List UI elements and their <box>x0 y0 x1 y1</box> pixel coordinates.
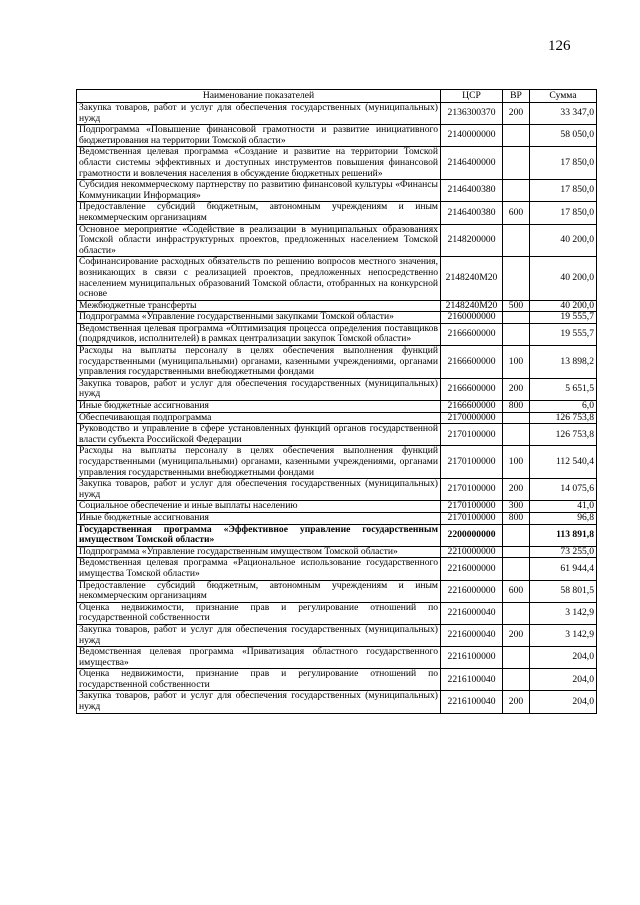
row-csr: 2170100000 <box>441 424 503 446</box>
table-header-row <box>77 90 597 103</box>
table-row <box>77 424 597 446</box>
row-name: Государственная программа «Эффективное управление государственным имуществом Томской области» <box>77 524 441 546</box>
table-row <box>77 446 597 479</box>
row-sum: 113 891,8 <box>530 524 597 546</box>
row-name: Оценка недвижимости, признание прав и регулирование отношений по государственной собственности <box>77 669 441 691</box>
row-name: Основное мероприятие «Содействие в реализации в муниципальных образованиях Томской области инфраструктурных проектов, предложенных населением Томской области» <box>77 224 441 257</box>
row-vr: 100 <box>503 446 530 479</box>
row-name: Ведомственная целевая программа «Создание и развитие на территории Томской области системы эффективных и доступных инструментов повышения финансовой грамотности и вовлечения населения в обсуждение бюджетных решений» <box>77 147 441 180</box>
row-csr: 2170100000 <box>441 512 503 524</box>
row-name: Расходы на выплаты персоналу в целях обеспечения выполнения функций государственными (муниципальными) органами, казенными учреждениями, органами управления государственными внебюджетными фондами <box>77 346 441 379</box>
row-csr: 2148240M20 <box>441 300 503 312</box>
row-csr: 2216000000 <box>441 580 503 602</box>
row-name: Предоставление субсидий бюджетным, автономным учреждениям и иным некоммерческим организациям <box>77 202 441 224</box>
row-vr <box>503 669 530 691</box>
header-sum: Сумма <box>530 90 597 103</box>
row-vr <box>503 312 530 324</box>
row-sum: 73 255,0 <box>530 546 597 558</box>
table-row <box>77 312 597 324</box>
row-csr: 2166600000 <box>441 346 503 379</box>
row-csr: 2166600000 <box>441 323 503 345</box>
row-sum: 6,0 <box>530 401 597 413</box>
row-name: Обеспечивающая подпрограмма <box>77 412 441 424</box>
row-sum: 204,0 <box>530 669 597 691</box>
table-row <box>77 412 597 424</box>
row-csr: 2216100000 <box>441 647 503 669</box>
table-row <box>77 524 597 546</box>
header-csr: ЦСР <box>441 90 503 103</box>
row-vr <box>503 546 530 558</box>
row-sum: 17 850,0 <box>530 202 597 224</box>
row-sum: 17 850,0 <box>530 147 597 180</box>
row-vr: 200 <box>503 479 530 501</box>
table-row <box>77 479 597 501</box>
row-name: Закупка товаров, работ и услуг для обеспечения государственных (муниципальных) нужд <box>77 479 441 501</box>
row-csr: 2216100040 <box>441 669 503 691</box>
row-sum: 58 050,0 <box>530 125 597 147</box>
row-vr <box>503 323 530 345</box>
table-row <box>77 691 597 713</box>
row-name: Иные бюджетные ассигнования <box>77 512 441 524</box>
row-sum: 112 540,4 <box>530 446 597 479</box>
row-sum: 17 850,0 <box>530 180 597 202</box>
row-name: Ведомственная целевая программа «Оптимизация процесса определения поставщиков (подрядчиков, исполнителей) в рамках централизации закупок Томской области» <box>77 323 441 345</box>
row-vr <box>503 180 530 202</box>
row-vr <box>503 647 530 669</box>
row-vr: 100 <box>503 346 530 379</box>
table-row <box>77 180 597 202</box>
row-vr: 200 <box>503 691 530 713</box>
row-vr <box>503 602 530 624</box>
row-csr: 2210000000 <box>441 546 503 558</box>
row-vr: 200 <box>503 378 530 400</box>
row-sum: 19 555,7 <box>530 323 597 345</box>
table-row <box>77 378 597 400</box>
row-sum: 40 200,0 <box>530 300 597 312</box>
row-name: Межбюджетные трансферты <box>77 300 441 312</box>
row-vr <box>503 125 530 147</box>
row-sum: 19 555,7 <box>530 312 597 324</box>
row-name: Иные бюджетные ассигнования <box>77 401 441 413</box>
row-vr: 600 <box>503 202 530 224</box>
row-sum: 40 200,0 <box>530 224 597 257</box>
row-csr: 2216000000 <box>441 558 503 580</box>
row-vr: 600 <box>503 580 530 602</box>
row-name: Предоставление субсидий бюджетным, автономным учреждениям и иным некоммерческим организациям <box>77 580 441 602</box>
row-csr: 2146400380 <box>441 202 503 224</box>
row-csr: 2216000040 <box>441 602 503 624</box>
table-row <box>77 125 597 147</box>
table-row <box>77 501 597 513</box>
row-name: Закупка товаров, работ и услуг для обеспечения государственных (муниципальных) нужд <box>77 103 441 125</box>
row-vr: 200 <box>503 624 530 646</box>
row-name: Софинансирование расходных обязательств по решению вопросов местного значения, возникающих в связи с реализацией проектов, предложенных непосредственно населением муниципальных образований Томской области, отобранных на конкурсной основе <box>77 257 441 300</box>
table-row <box>77 401 597 413</box>
table-row <box>77 300 597 312</box>
row-sum: 204,0 <box>530 691 597 713</box>
row-vr <box>503 224 530 257</box>
row-sum: 41,0 <box>530 501 597 513</box>
table-row <box>77 512 597 524</box>
row-vr <box>503 147 530 180</box>
row-sum: 96,8 <box>530 512 597 524</box>
row-csr: 2146400380 <box>441 180 503 202</box>
row-csr: 2148240M20 <box>441 257 503 300</box>
row-sum: 3 142,9 <box>530 602 597 624</box>
row-vr <box>503 412 530 424</box>
row-vr: 500 <box>503 300 530 312</box>
row-sum: 33 347,0 <box>530 103 597 125</box>
budget-table <box>76 89 597 714</box>
row-csr: 2140000000 <box>441 125 503 147</box>
row-name: Субсидия некоммерческому партнерству по развитию финансовой культуры «Финансы Коммуникации Информация» <box>77 180 441 202</box>
row-name: Руководство и управление в сфере установленных функций органов государственной власти субъекта Российской Федерации <box>77 424 441 446</box>
row-csr: 2216100040 <box>441 691 503 713</box>
table-row <box>77 147 597 180</box>
row-name: Закупка товаров, работ и услуг для обеспечения государственных (муниципальных) нужд <box>77 624 441 646</box>
row-csr: 2200000000 <box>441 524 503 546</box>
row-sum: 13 898,2 <box>530 346 597 379</box>
table-row <box>77 323 597 345</box>
table-row <box>77 580 597 602</box>
row-name: Закупка товаров, работ и услуг для обеспечения государственных (муниципальных) нужд <box>77 378 441 400</box>
row-vr: 800 <box>503 512 530 524</box>
row-name: Подпрограмма «Повышение финансовой грамотности и развитие инициативного бюджетирования на территории Томской области» <box>77 125 441 147</box>
row-name: Ведомственная целевая программа «Приватизация областного государственного имущества» <box>77 647 441 669</box>
row-csr: 2170000000 <box>441 412 503 424</box>
row-sum: 40 200,0 <box>530 257 597 300</box>
row-sum: 126 753,8 <box>530 412 597 424</box>
table-row <box>77 224 597 257</box>
table-row <box>77 669 597 691</box>
row-vr <box>503 424 530 446</box>
row-sum: 3 142,9 <box>530 624 597 646</box>
table-row <box>77 346 597 379</box>
row-name: Расходы на выплаты персоналу в целях обеспечения выполнения функций государственными (муниципальными) органами, казенными учреждениями, органами управления государственными внебюджетными фондами <box>77 446 441 479</box>
table-row <box>77 647 597 669</box>
page-number: 126 <box>548 38 571 54</box>
header-name: Наименование показателей <box>77 90 441 103</box>
row-name: Подпрограмма «Управление государственными закупками Томской области» <box>77 312 441 324</box>
row-vr: 800 <box>503 401 530 413</box>
row-csr: 2136300370 <box>441 103 503 125</box>
row-csr: 2146400000 <box>441 147 503 180</box>
table-row <box>77 546 597 558</box>
row-csr: 2170100000 <box>441 501 503 513</box>
row-csr: 2170100000 <box>441 479 503 501</box>
row-csr: 2166600000 <box>441 378 503 400</box>
row-sum: 204,0 <box>530 647 597 669</box>
row-name: Подпрограмма «Управление государственным имуществом Томской области» <box>77 546 441 558</box>
table-row <box>77 103 597 125</box>
row-sum: 126 753,8 <box>530 424 597 446</box>
row-sum: 61 944,4 <box>530 558 597 580</box>
table-row <box>77 602 597 624</box>
row-name: Социальное обеспечение и иные выплаты населению <box>77 501 441 513</box>
row-csr: 2148200000 <box>441 224 503 257</box>
table-row <box>77 257 597 300</box>
row-name: Закупка товаров, работ и услуг для обеспечения государственных (муниципальных) нужд <box>77 691 441 713</box>
row-vr <box>503 558 530 580</box>
table-row <box>77 624 597 646</box>
row-csr: 2166600000 <box>441 401 503 413</box>
row-csr: 2170100000 <box>441 446 503 479</box>
row-vr: 300 <box>503 501 530 513</box>
row-name: Оценка недвижимости, признание прав и регулирование отношений по государственной собственности <box>77 602 441 624</box>
row-vr: 200 <box>503 103 530 125</box>
table-row <box>77 558 597 580</box>
row-csr: 2160000000 <box>441 312 503 324</box>
row-vr <box>503 257 530 300</box>
row-vr <box>503 524 530 546</box>
row-csr: 2216000040 <box>441 624 503 646</box>
row-name: Ведомственная целевая программа «Рациональное использование государственного имущества Томской области» <box>77 558 441 580</box>
table-row <box>77 202 597 224</box>
row-sum: 5 651,5 <box>530 378 597 400</box>
row-sum: 14 075,6 <box>530 479 597 501</box>
row-sum: 58 801,5 <box>530 580 597 602</box>
header-vr: ВР <box>503 90 530 103</box>
